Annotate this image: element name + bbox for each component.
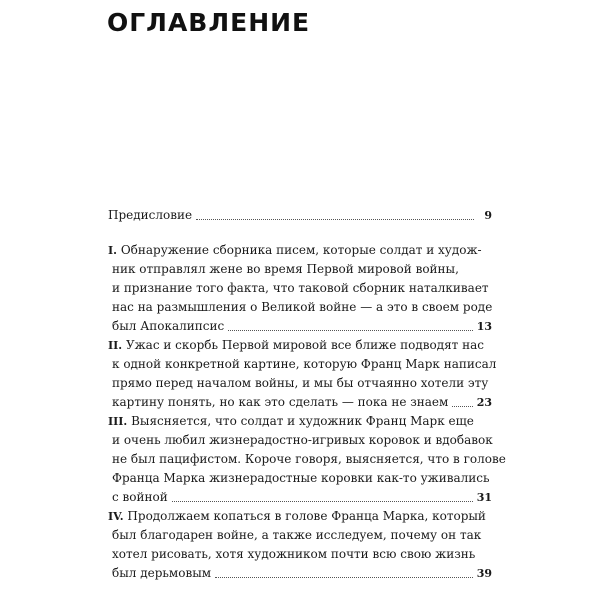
toc-entry-line: хотел рисовать, хотя художником почти всю свою жизнь	[112, 547, 476, 561]
toc-entry-line: IV. Продолжаем копаться в голове Франца Марка, который	[108, 509, 486, 523]
dot-leader	[215, 576, 473, 578]
dot-leader	[172, 500, 473, 502]
toc-entry-row	[108, 488, 492, 507]
toc-entry-line: прямо перед началом войны, и мы бы отчаянно хотели эту	[112, 376, 489, 390]
toc-entry-label: Предисловие	[108, 208, 193, 222]
toc-entry-row	[108, 317, 492, 336]
toc-page-number: 23	[476, 396, 492, 409]
page-title: ОГЛАВЛЕНИЕ	[107, 8, 311, 37]
toc-entry-line: нас на размышления о Великой войне — а это в своем роде	[112, 300, 493, 314]
toc-entry-line: ник отправлял жене во время Первой мировой войны,	[112, 262, 459, 276]
toc-entry-line: был благодарен войне, а также исследуем, почему он так	[112, 528, 482, 542]
chapter-numeral: I.	[108, 244, 117, 257]
toc-entry-line: Франца Марка жизнерадостные коровки как-то уживались	[112, 471, 490, 485]
chapter-numeral: IV.	[108, 510, 124, 523]
dot-leader	[228, 329, 472, 331]
toc-entry-line: не был пацифистом. Короче говоря, выясняется, что в голове	[112, 452, 506, 466]
toc-page-number: 31	[476, 491, 492, 504]
toc-entry-chapter-1[interactable]	[108, 241, 492, 336]
toc-entry-line: II. Ужас и скорбь Первой мировой все ближе подводят нас	[108, 338, 485, 352]
toc-entry-row	[108, 206, 492, 225]
toc-entry-chapter-4[interactable]	[108, 507, 492, 583]
toc-entry-line: с войной	[112, 490, 168, 504]
toc-page-number: 9	[484, 209, 492, 222]
toc-entry-chapter-3[interactable]	[108, 412, 506, 507]
toc-page-number: 13	[476, 320, 492, 333]
toc-entry-line: и очень любил жизнерадостно-игривых коровок и вдобавок	[112, 433, 493, 447]
toc-entry-line: и признание того факта, что таковой сборник наталкивает	[112, 281, 489, 295]
dot-leader	[452, 405, 472, 407]
chapter-numeral: II.	[108, 339, 123, 352]
table-of-contents	[108, 206, 506, 583]
toc-entry-line: был дерьмовым	[112, 566, 212, 580]
toc-entry-line: к одной конкретной картине, которую Франц Марк написал	[112, 357, 497, 371]
toc-entry-preface[interactable]	[108, 206, 492, 225]
toc-entry-chapter-2[interactable]	[108, 336, 497, 412]
toc-page-number: 39	[476, 567, 492, 580]
toc-entry-line: I. Обнаружение сборника писем, которые солдат и худож-	[108, 243, 482, 257]
chapter-numeral: III.	[108, 415, 128, 428]
dot-leader	[196, 218, 474, 220]
toc-entry-row	[108, 393, 492, 412]
toc-entry-line: картину понять, но как это сделать — пока не знаем	[112, 395, 449, 409]
toc-entry-line: был Апокалипсис	[112, 319, 225, 333]
toc-entry-row	[108, 564, 492, 583]
toc-entry-line: III. Выясняется, что солдат и художник Франц Марк еще	[108, 414, 474, 428]
